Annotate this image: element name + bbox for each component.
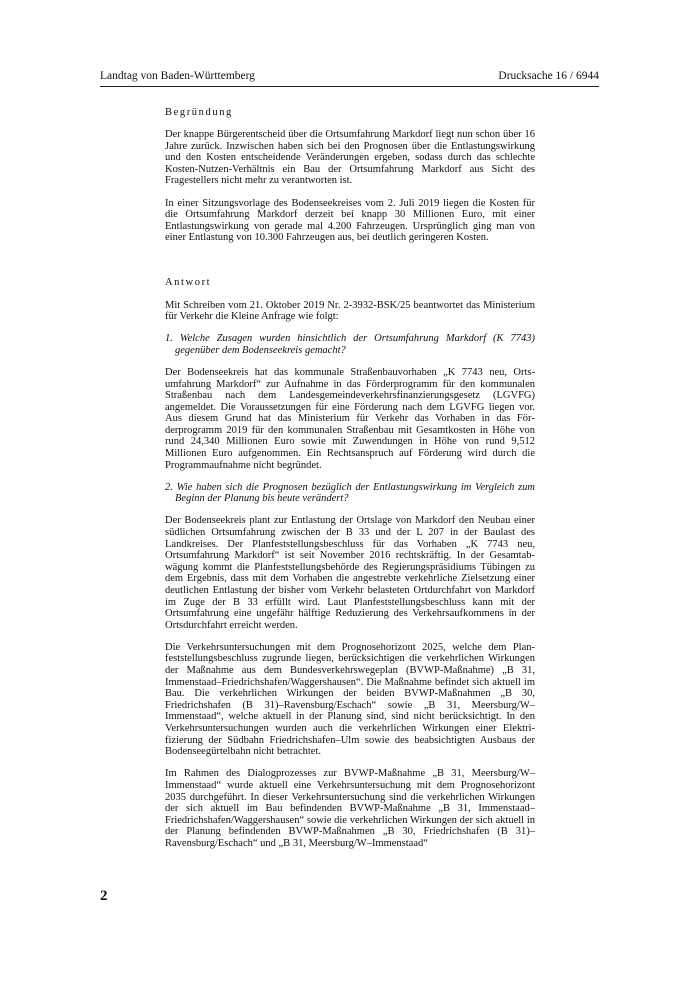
header-document-number: Drucksache 16 / 6944 — [498, 70, 599, 82]
question-1: 1. Welche Zusagen wurden hinsichtlich der Ortsumfahrung Markdorf (K 7743) gegenüber dem Bodenseekreis gemacht? — [165, 333, 535, 356]
header-publisher: Landtag von Baden-Württemberg — [100, 70, 255, 82]
answer-2-paragraph-1: Der Bodenseekreis plant zur Entlastung der Ortslage von Markdorf den Neubau einer südlichen Ortsumfahrung zwischen der B 33 und der L 207 in der Baulast des Landkreises. Der Planfeststellungsbeschluss für das Vorhaben „K 7743 neu, Ortsumfahrung Markdorf“ ist seit November 2016 rechtskräftig. In der Gesamtabwägung kommt die Planfeststellungsbehörde des Regierungspräsidiums Tübingen zu dem Ergebnis, dass mit dem Vorhaben die angestrebte verkehrliche Zielsetzung einer deutlichen Entlastung der bisher vom Verkehr belasteten Ortdurchfahrt von Markdorf im Zuge der B 33 erfüllt wird. Laut Planfeststellungsbeschluss kann mit der Ortsumfahrung eine ungefähr hälftige Reduzierung des Verkehrsaufkommens in der Ortsdurchfahrt erreicht werden. — [165, 515, 535, 631]
begruendung-paragraph-2: In einer Sitzungsvorlage des Bodenseekreises vom 2. Juli 2019 liegen die Kosten für die Ortsumfahrung Markdorf derzeit bei knapp 30 Millionen Euro, mit einer Entlastungswirkung von gerade mal 4.200 Fahrzeugen. Ursprünglich ging man von einer Entlastung von 10.300 Fahrzeugen aus, bei deutlich geringeren Kosten. — [165, 197, 535, 244]
document-body — [165, 107, 535, 860]
answer-2-paragraph-3: Im Rahmen des Dialogprozesses zur BVWP-Maßnahme „B 31, Meersburg/W–Immenstaad“ wurde aktuell eine Verkehrsuntersuchung mit dem Prognosehorizont 2035 durchgeführt. In dieser Verkehrsuntersuchung sind die verkehrlichen Wirkungen der sich aktuell im Bau befindenden BVWP-Maßnahme „B 31, Immenstaad–Friedrichshafen/Waggershausen“ sowie die verkehrlichen Wirkungen der sich aktuell in der Planung befindenden BVWP-Maßnahmen „B 30, Friedrichshafen (B 31)–Ravensburg/Eschach“ und „B 31, Meersburg/W–Immenstaad“ — [165, 768, 535, 849]
section-heading-begruendung: Begründung — [165, 107, 233, 118]
section-heading-antwort: Antwort — [165, 277, 212, 289]
antwort-intro: Mit Schreiben vom 21. Oktober 2019 Nr. 2-3932-BSK/25 beantwortet das Ministerium für Verkehr die Kleine Anfrage wie folgt: — [165, 299, 535, 323]
begruendung-paragraph-1: Der knappe Bürgerentscheid über die Ortsumfahrung Markdorf liegt nun schon über 16 Jahre zurück. Inzwischen haben sich bei den Prognosen über die Entlastungswirkung und den Kosten entscheidende Veränderungen ergeben, sodass durch das schlechte Kosten-Nutzen-Verhältnis ein Bau der Ortsumfahrung Markdorf aus Sicht des Fragestellers nicht mehr zu verantworten ist. — [165, 129, 535, 187]
answer-2-paragraph-2: Die Verkehrsuntersuchungen mit dem Prognosehorizont 2025, welche dem Planfeststellungsbeschluss zugrunde liegen, berücksichtigen die verkehrlichen Wirkungen der Maßnahme aus dem Bundesverkehrswegeplan (BVWP-Maßnahme) „B 31, Immenstaad–Friedrichshafen/Waggershausen“. Die Maßnahme befindet sich aktuell im Bau. Die verkehrlichen Wirkungen der beiden BVWP-Maßnahmen „B 30, Friedrichshafen (B 31)–Ravensburg/Eschach“ sowie „B 31, Meersburg/W–Immenstaad“, welche aktuell in der Planung sind, sind nicht berücksichtigt. In den Verkehrsuntersuchungen wurden auch die verkehrlichen Wirkungen einer Elektrifizierung der Südbahn Friedrichshafen–Ulm sowie des beabsichtigten Ausbaus der Bodenseegürtelbahn nicht betrachtet. — [165, 641, 535, 758]
answer-1: Der Bodenseekreis hat das kommunale Straßenbauvorhaben „K 7743 neu, Ortsumfahrung Markdorf“ zur Aufnahme in das Förderprogramm für den kommunalen Straßenbau nach dem Landesgemeindeverkehrsfinanzierungsgesetz (LGVFG) angemeldet. Die Voraussetzungen für eine Förderung nach dem LGVFG liegen vor. Aus diesem Grund hat das Ministerium für Verkehr das Vorhaben in das Förderprogramm 2019 für den kommunalen Straßenbau mit Gesamtkosten in Höhe von rund 24,340 Millionen Euro sowie mit Zuwendungen in Höhe von rund 9,512 Millionen Euro aufgenommen. Ein Rechtsanspruch auf Förderung wird durch die Programmaufnahme nicht begründet. — [165, 366, 535, 471]
page-header — [100, 68, 599, 87]
page-number: 2 — [100, 888, 108, 904]
question-2: 2. Wie haben sich die Prognosen bezüglich der Entlastungswirkung im Vergleich zum Beginn der Planung bis heute verändert? — [165, 481, 535, 505]
